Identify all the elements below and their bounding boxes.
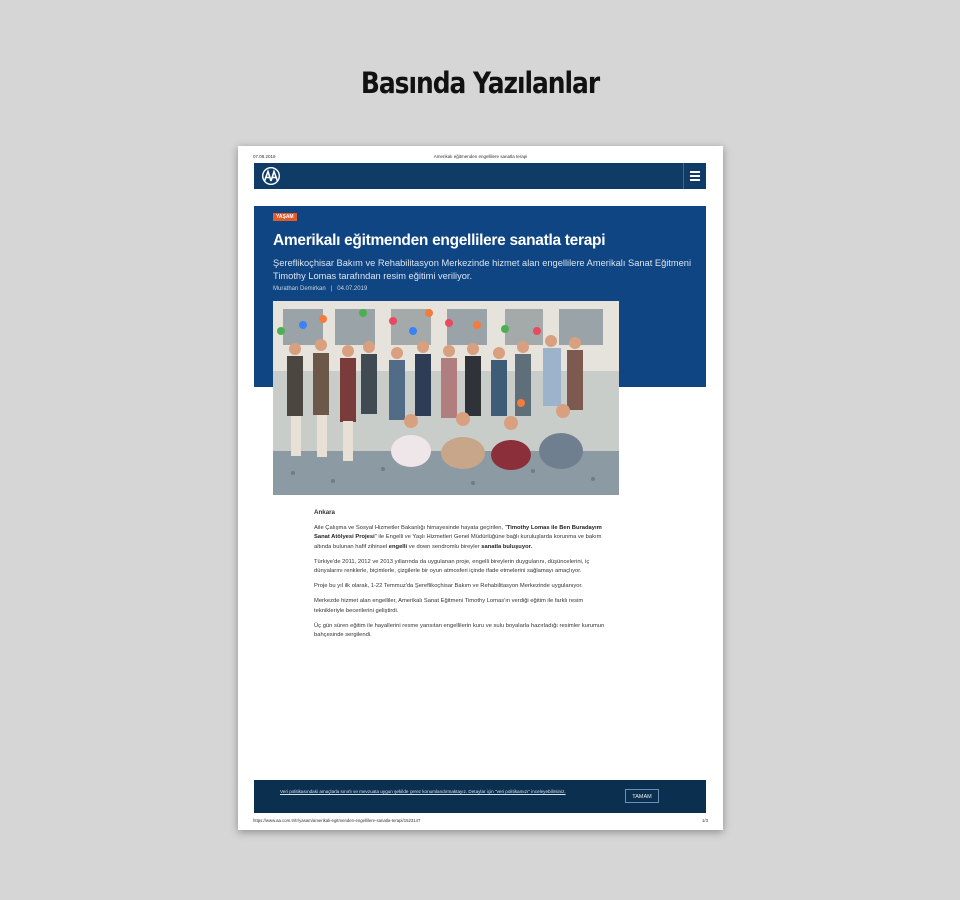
paragraph-5: Üç gün süren eğitim ile hayallerini resme yansıtan engellilerin kuru ve sulu boyalarla hazırladığı resimler kurumun bahçesinde sergilendi.: [314, 622, 605, 639]
article-body: [314, 508, 614, 646]
author-name[interactable]: Murathan Demirkan: [273, 286, 326, 292]
page-heading: Basında Yazılanlar: [360, 66, 600, 100]
publish-date: 04.07.2019: [337, 286, 368, 292]
article-subhead: Şereflikoçhisar Bakım ve Rehabilitasyon Merkezinde hizmet alan engellilere Amerikalı Sanat Eğitmeni Timothy Lomas tarafından resim eğitimi veriliyor.: [273, 258, 692, 281]
paragraph-1: Aile Çalışma ve Sosyal Hizmetler Bakanlığı himayesinde hayata geçirilen, "Timothy Lomas ile Ben Buradayım Sanat Atölyesi Projesi" ile Engelli ve Yaşlı Hizmetleri Genel Müdürlüğüne bağlı kuruluşlarda korunma ve bakım altında bulunan hafif zihinsel engelli ve down sendromlu bireyler sanatla buluşuyor.: [314, 525, 602, 550]
print-date: 07.08.2019: [253, 154, 276, 159]
cookie-accept-button[interactable]: TAMAM: [625, 789, 659, 803]
page-number: 1/3: [702, 818, 708, 823]
aa-logo-icon[interactable]: [261, 167, 281, 185]
byline: Murathan Demirkan | 04.07.2019: [273, 286, 368, 292]
site-navbar: [254, 163, 706, 189]
printed-article-page: [238, 146, 723, 830]
print-url: https://www.aa.com.tr/tr/yasam/amerikali-egitmenden-engellilere-sanatla-terapi/1523147: [253, 818, 421, 823]
article-location: Ankara: [314, 509, 335, 516]
article-photo: [273, 301, 619, 495]
hamburger-icon[interactable]: [683, 163, 706, 189]
print-header: [253, 154, 708, 162]
paragraph-3: Proje bu yıl ilk olarak, 1-22 Temmuz'da Şereflikoçhisar Bakım ve Rehabilitasyon Merkezinde uygulanıyor.: [314, 583, 583, 590]
paragraph-4: Merkezde hizmet alan engelliler, Amerikalı Sanat Eğitmeni Timothy Lomas'ın verdiği eğitim ile farklı resim teknikleriyle becerilerini geliştirdi.: [314, 598, 584, 614]
cookie-policy-link[interactable]: Veri politikasındaki amaçlarla sınırlı ve mevzuata uygun şekilde çerez konumlandırmaktayız. Detaylar için "veri politikamızı" inceleyebilirsiniz.: [280, 789, 566, 794]
article-headline: Amerikalı eğitmenden engellilere sanatla terapi: [273, 232, 606, 249]
print-title: Amerikalı eğitmenden engellilere sanatla terapi: [433, 154, 528, 159]
cookie-consent-bar: [254, 780, 706, 813]
category-badge[interactable]: YAŞAM: [273, 213, 297, 221]
paragraph-2: Türkiye'de 2011, 2012 ve 2013 yıllarında da uygulanan proje, engelli bireylerin duygularını, düşüncelerini, iç dünyalarını renklerle, biçimlerle, çizgilerle bir oyun atmosferi içinde ifade etmelerini sağlamayı amaçlıyor.: [314, 558, 590, 575]
print-footer: [253, 818, 708, 823]
